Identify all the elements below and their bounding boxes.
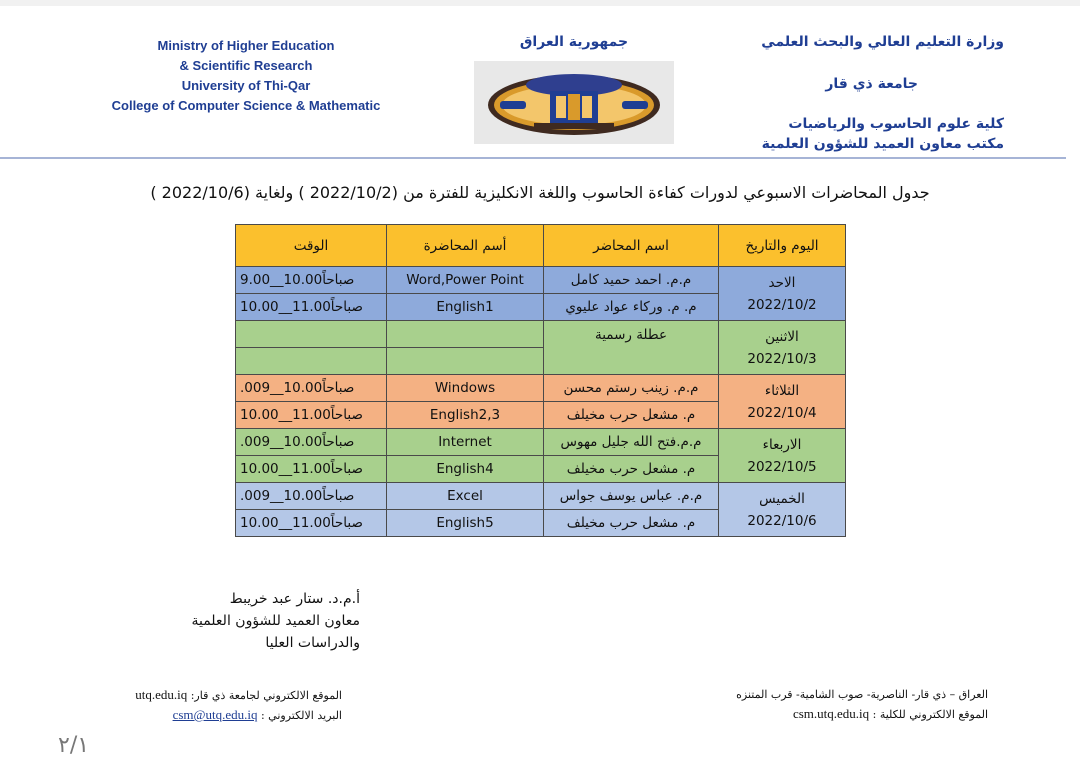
email-label: البريد الالكتروني : bbox=[260, 709, 342, 722]
college-site-line bbox=[668, 704, 988, 724]
day-date: 2022/10/4 bbox=[747, 404, 817, 421]
subject-cell: English2,3 bbox=[387, 402, 544, 429]
lecturer-cell: م.م. زينب رستم محسن bbox=[544, 375, 719, 402]
lecturer-cell: م.م. عباس يوسف جواس bbox=[544, 483, 719, 510]
top-strip bbox=[0, 0, 1080, 6]
lecturer-cell: م. مشعل حرب مخيلف bbox=[544, 510, 719, 537]
day-date: 2022/10/6 bbox=[747, 512, 817, 529]
signature-name: أ.م.د. ستار عبد خريبط bbox=[229, 591, 360, 607]
day-cell bbox=[719, 429, 846, 483]
lecturer-cell: م.م. احمد حميد كامل bbox=[544, 267, 719, 294]
lecturer-cell: م. مشعل حرب مخيلف bbox=[544, 402, 719, 429]
footer-address bbox=[668, 685, 988, 724]
college-logo bbox=[474, 61, 674, 144]
column-header-day: اليوم والتاريخ bbox=[719, 225, 846, 267]
college-site-label: الموقع الالكتروني للكلية : bbox=[872, 708, 988, 721]
subject-cell bbox=[387, 321, 544, 348]
day-name: الاثنين bbox=[765, 328, 799, 345]
table-row bbox=[236, 375, 846, 402]
time-cell: 9.00__10.00صباحاً bbox=[236, 267, 387, 294]
lecturer-cell: م. مشعل حرب مخيلف bbox=[544, 456, 719, 483]
address-line: العراق – ذي قار- الناصرية- صوب الشامية- قرب المتنزه bbox=[736, 688, 988, 701]
subject-cell: English1 bbox=[387, 294, 544, 321]
signature-block bbox=[170, 588, 360, 654]
column-header-lecturer: اسم المحاضر bbox=[544, 225, 719, 267]
schedule-table bbox=[235, 224, 846, 537]
research-en: & Scientific Research bbox=[179, 58, 313, 73]
time-cell: 10.00__11.00صباحاً bbox=[236, 402, 387, 429]
subject-cell: Internet bbox=[387, 429, 544, 456]
college-site-link[interactable]: csm.utq.edu.iq bbox=[792, 706, 870, 721]
time-cell: 10.00__11.00صباحاً bbox=[236, 510, 387, 537]
day-name: الاربعاء bbox=[762, 436, 802, 453]
signature-title-2: والدراسات العليا bbox=[265, 635, 360, 651]
subject-cell: Word,Power Point bbox=[387, 267, 544, 294]
table-row bbox=[236, 321, 846, 348]
university-site-label: الموقع الالكتروني لجامعة ذي قار: bbox=[190, 689, 342, 702]
table-header-row bbox=[236, 225, 846, 267]
day-name: الخميس bbox=[759, 490, 805, 507]
subject-cell: English4 bbox=[387, 456, 544, 483]
column-header-time: الوقت bbox=[236, 225, 387, 267]
college-ar: كلية علوم الحاسوب والرياضيات bbox=[788, 116, 1004, 132]
time-cell: .009__10.00صباحاً bbox=[236, 429, 387, 456]
english-header bbox=[96, 36, 396, 116]
time-cell bbox=[236, 348, 387, 375]
table-row bbox=[236, 267, 846, 294]
day-date: 2022/10/2 bbox=[747, 296, 817, 313]
college-en: College of Computer Science & Mathematic bbox=[111, 98, 381, 113]
university-en: University of Thi-Qar bbox=[181, 78, 311, 93]
signature-title: معاون العميد للشؤون العلمية bbox=[191, 613, 360, 629]
email-line bbox=[92, 705, 342, 725]
time-cell bbox=[236, 321, 387, 348]
republic-title: جمهورية العراق bbox=[519, 34, 629, 50]
email-link[interactable]: csm@utq.edu.iq bbox=[172, 707, 258, 722]
holiday-cell: عطلة رسمية bbox=[544, 321, 719, 375]
time-cell: .009__10.00صباحاً bbox=[236, 483, 387, 510]
footer-contacts bbox=[92, 685, 342, 725]
office-ar: مكتب معاون العميد للشؤون العلمية bbox=[761, 136, 1004, 152]
table-row bbox=[236, 429, 846, 456]
page-number: ٢/١ bbox=[58, 733, 90, 758]
day-cell bbox=[719, 483, 846, 537]
subject-cell: English5 bbox=[387, 510, 544, 537]
day-cell bbox=[719, 267, 846, 321]
university-site-line bbox=[92, 685, 342, 705]
time-cell: .009__10.00صباحاً bbox=[236, 375, 387, 402]
day-date: 2022/10/3 bbox=[747, 350, 817, 367]
subject-cell: Excel bbox=[387, 483, 544, 510]
day-name: الاحد bbox=[768, 274, 796, 291]
time-cell: 10.00__11.00صباحاً bbox=[236, 456, 387, 483]
university-ar: جامعة ذي قار bbox=[825, 76, 918, 92]
lecturer-cell: م. م. وركاء عواد عليوي bbox=[544, 294, 719, 321]
ministry-en: Ministry of Higher Education bbox=[157, 38, 335, 53]
university-site-link[interactable]: utq.edu.iq bbox=[135, 687, 188, 702]
time-cell: 10.00__11.00صباحاً bbox=[236, 294, 387, 321]
schedule-title: جدول المحاضرات الاسبوعي لدورات كفاءة الحاسوب واللغة الانكليزية للفترة من (2022/10/2 ) ولغاية (2022/10/6 ) bbox=[150, 183, 930, 202]
header-divider bbox=[0, 157, 1066, 159]
ministry-ar: وزارة التعليم العالي والبحث العلمي bbox=[761, 34, 1004, 50]
day-name: الثلاثاء bbox=[764, 382, 800, 399]
table-row bbox=[236, 483, 846, 510]
day-cell bbox=[719, 375, 846, 429]
subject-cell: Windows bbox=[387, 375, 544, 402]
subject-cell bbox=[387, 348, 544, 375]
column-header-subject: أسم المحاضرة bbox=[387, 225, 544, 267]
lecturer-cell: م.م.فتح الله جليل مهوس bbox=[544, 429, 719, 456]
day-date: 2022/10/5 bbox=[747, 458, 817, 475]
day-cell bbox=[719, 321, 846, 375]
